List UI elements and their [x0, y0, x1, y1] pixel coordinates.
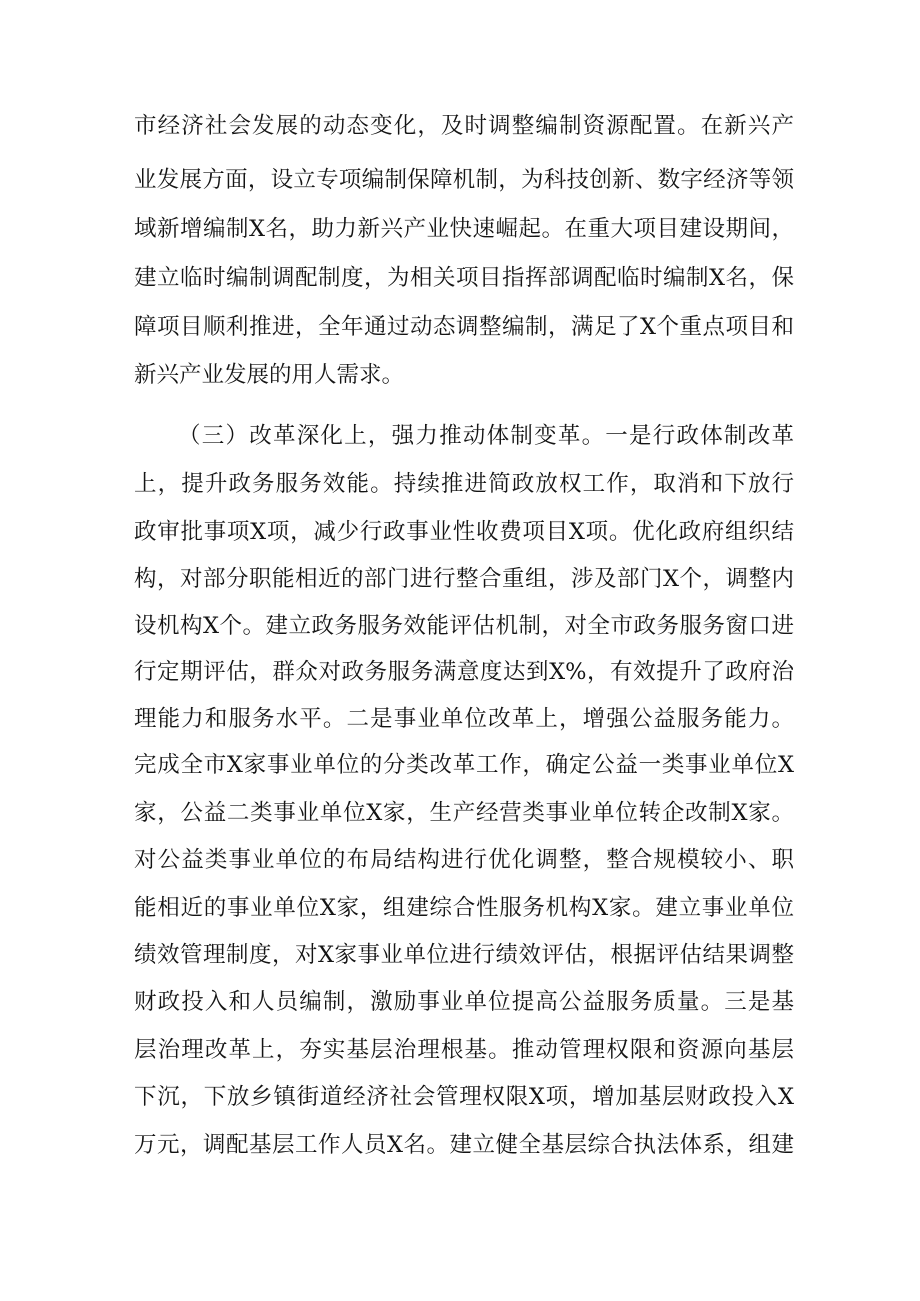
text-line: 构，对部分职能相近的部门进行整合重组，涉及部门X个，调整内 [134, 566, 794, 592]
text-line: 建立临时编制调配制度，为相关项目指挥部调配临时编制X名，保 [134, 265, 794, 291]
text-line: 下沉，下放乡镇街道经济社会管理权限X项，增加基层财政投入X [134, 1084, 794, 1110]
text-line: 政审批事项X项，减少行政事业性收费项目X项。优化政府组织结 [134, 519, 794, 545]
text-line: 理能力和服务水平。二是事业单位改革上，增强公益服务能力。 [134, 706, 794, 732]
text-line: 新兴产业发展的用人需求。 [134, 362, 405, 388]
text-line: 家，公益二类事业单位X家，生产经营类事业单位转企改制X家。 [134, 800, 794, 826]
text-line: 能相近的事业单位X家，组建综合性服务机构X家。建立事业单位 [134, 895, 794, 921]
text-line: 完成全市X家事业单位的分类改革工作，确定公益一类事业单位X [134, 752, 794, 778]
text-line: 对公益类事业单位的布局结构进行优化调整，整合规模较小、职 [134, 847, 794, 873]
section-heading-line: （三）改革深化上，强力推动体制变革。一是行政体制改革 [178, 423, 794, 449]
text-line: 市经济社会发展的动态变化，及时调整编制资源配置。在新兴产 [134, 113, 794, 139]
text-line: 设机构X个。建立政务服务效能评估机制，对全市政务服务窗口进 [134, 613, 794, 639]
text-line: 财政投入和人员编制，激励事业单位提高公益服务质量。三是基 [134, 989, 794, 1015]
text-line: 绩效管理制度，对X家事业单位进行绩效评估，根据评估结果调整 [134, 942, 794, 968]
text-line: 行定期评估，群众对政务服务满意度达到X%，有效提升了政府治 [134, 659, 794, 685]
text-line: 业发展方面，设立专项编制保障机制，为科技创新、数字经济等领 [134, 167, 794, 193]
text-line: 障项目顺利推进，全年通过动态调整编制，满足了X个重点项目和 [134, 314, 794, 340]
text-line: 域新增编制X名，助力新兴产业快速崛起。在重大项目建设期间， [134, 216, 794, 242]
text-line: 万元，调配基层工作人员X名。建立健全基层综合执法体系，组建 [134, 1132, 794, 1158]
text-line: 层治理改革上，夯实基层治理根基。推动管理权限和资源向基层 [134, 1037, 794, 1063]
text-line: 上，提升政务服务效能。持续推进简政放权工作，取消和下放行 [134, 471, 794, 497]
